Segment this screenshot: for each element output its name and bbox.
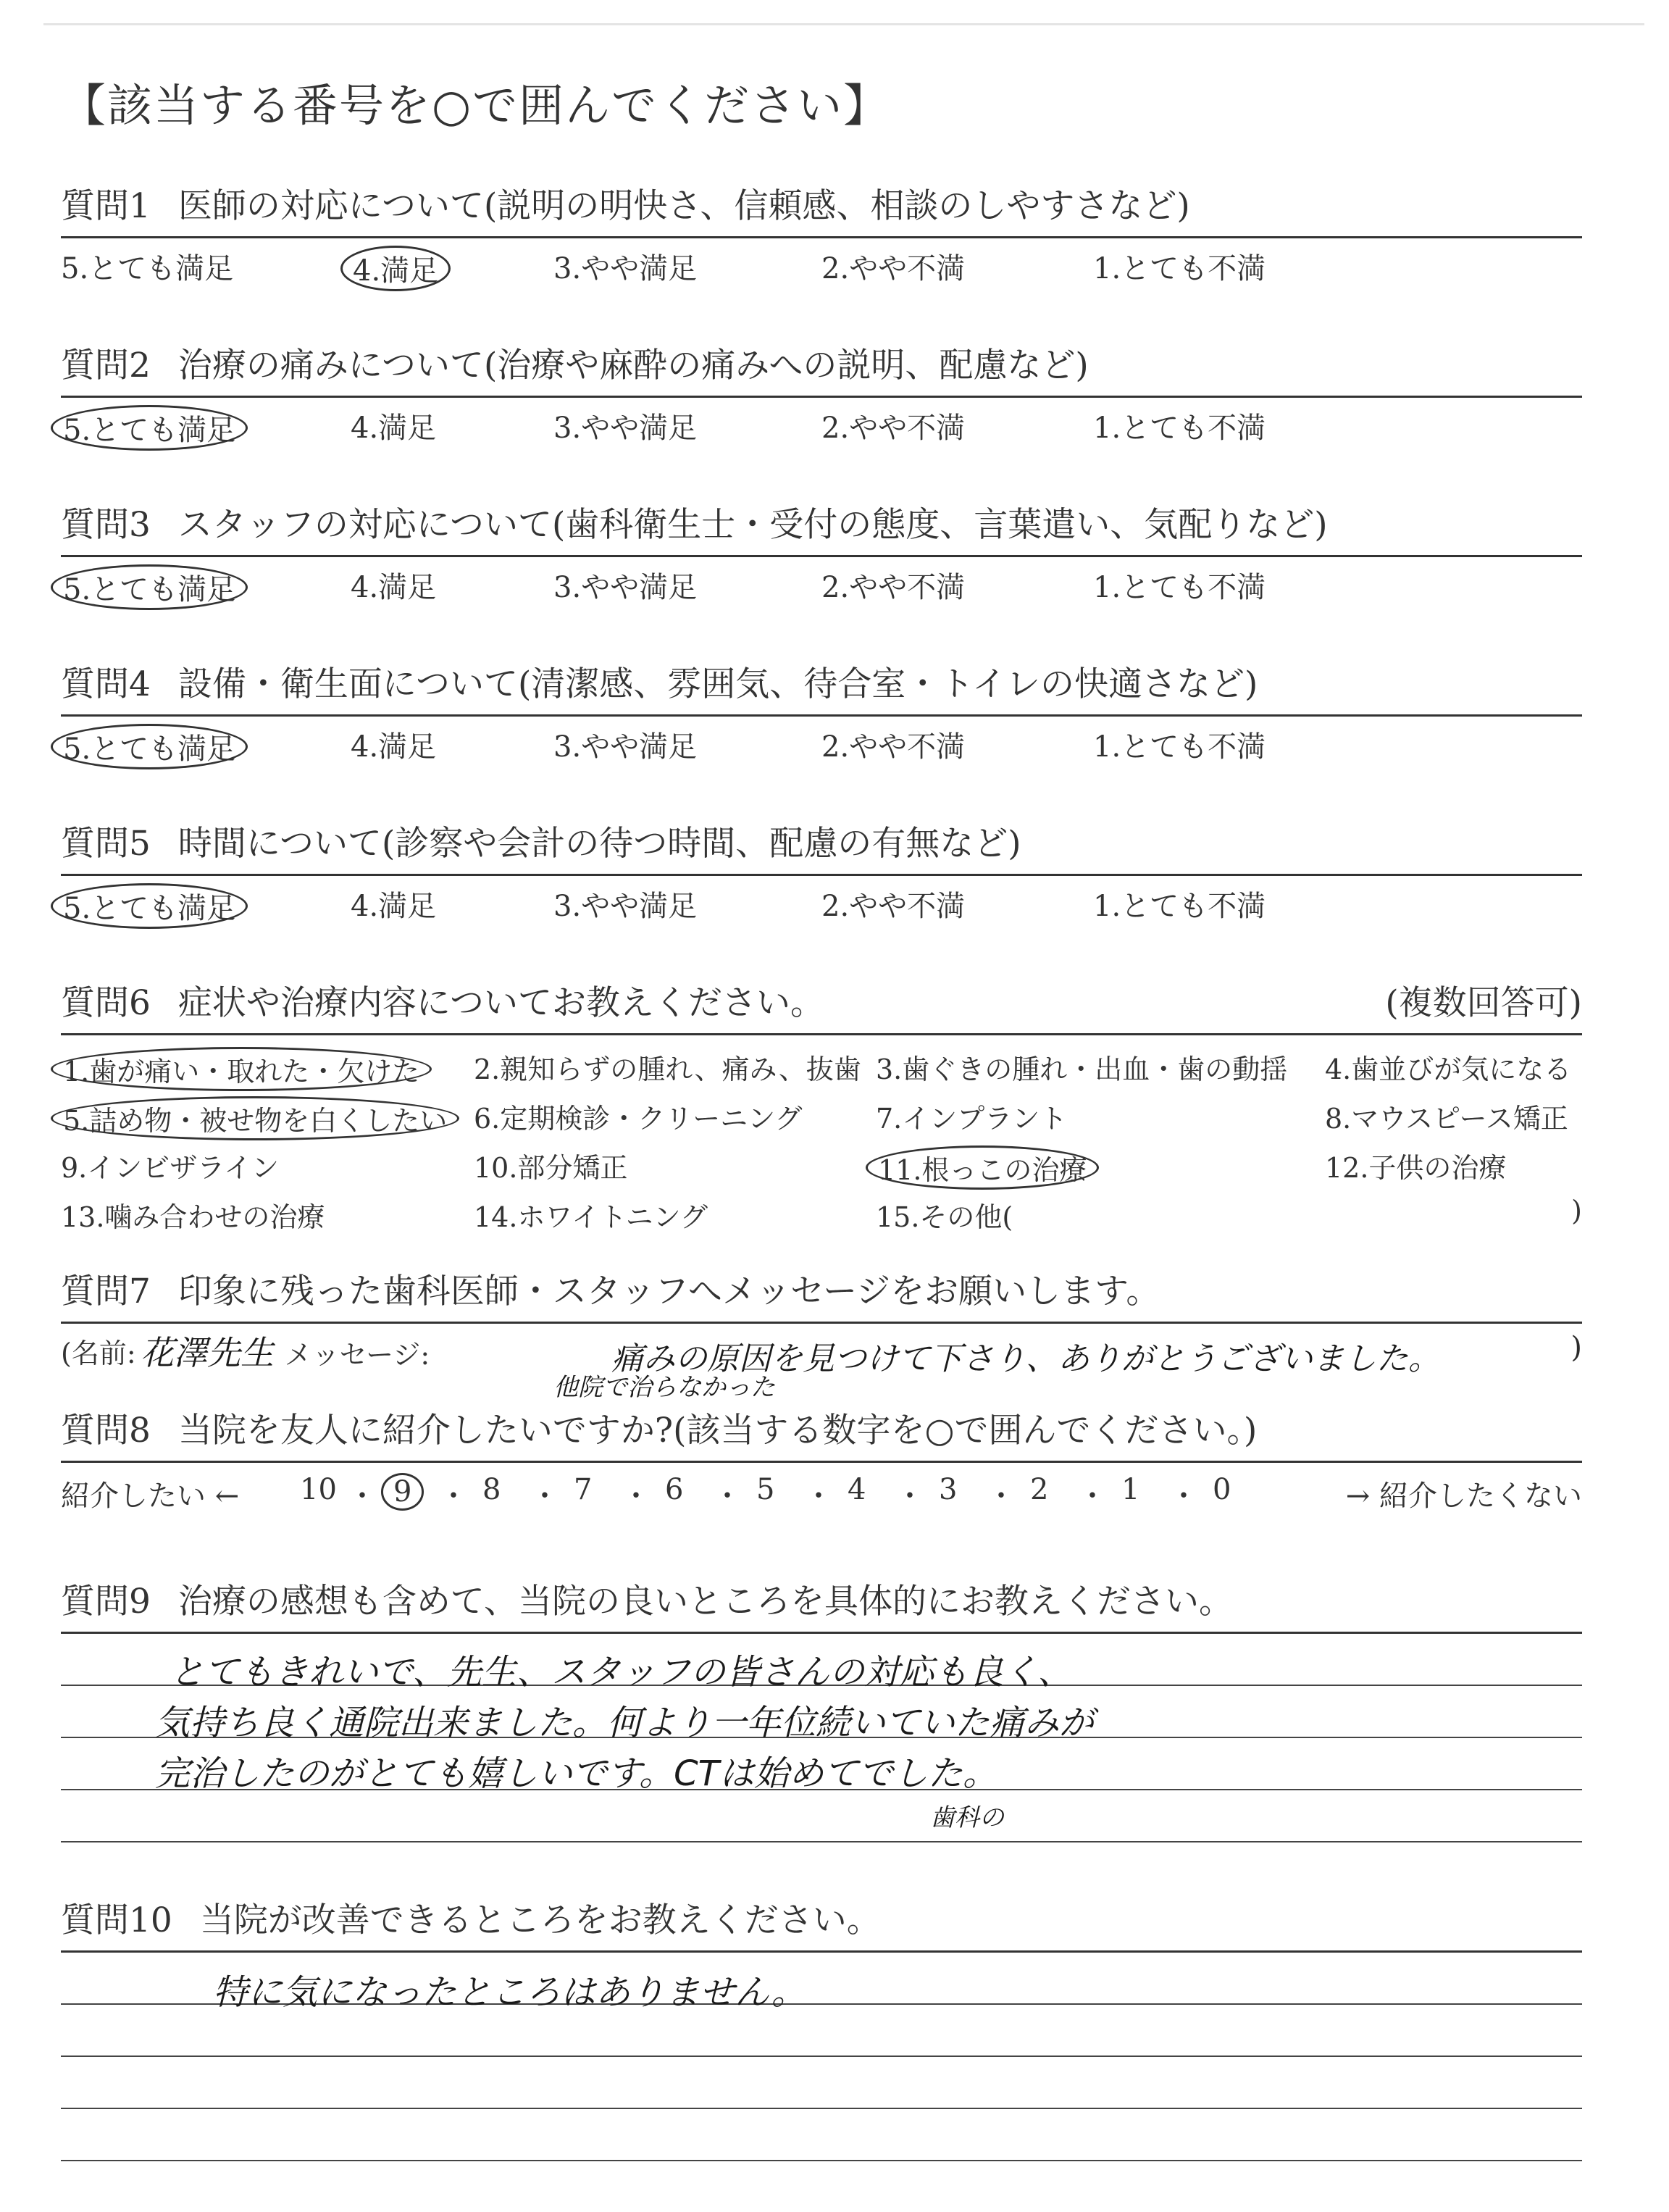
scale-separator: ・	[622, 1479, 651, 1513]
question-text: 設備・衛生面について(清潔感、雰囲気、待合室・トイレの快適さなど)	[177, 664, 1258, 704]
multiple-answer-note: (複数回答可)	[1385, 983, 1582, 1023]
rating-option[interactable]: 5.とても満足	[51, 564, 248, 610]
symptom-option[interactable]: 6.定期検診・クリーニング	[474, 1103, 803, 1135]
scale-value[interactable]: 5	[756, 1473, 775, 1506]
handwritten-line: 気持ち良く通院出来ました。何より一年位続いていた痛みが	[155, 1703, 1095, 1743]
answer-area-q9[interactable]	[61, 1634, 1582, 1842]
rating-option[interactable]: 4.満足	[351, 412, 437, 445]
question-number: 質問3	[61, 505, 151, 545]
survey-page	[61, 70, 1582, 2212]
question-number: 質問8	[61, 1411, 151, 1451]
handwritten-message[interactable]: 痛みの原因を見つけて下さり、ありがとうございました。	[611, 1340, 1440, 1377]
scale-value[interactable]: 7	[574, 1473, 593, 1506]
message-row	[61, 1324, 1582, 1402]
recommend-scale	[61, 1463, 1582, 1514]
scale-separator: ・	[804, 1479, 833, 1513]
rating-option[interactable]: 5.とても満足	[61, 252, 234, 285]
scale-right-label: → 紹介したくない	[1345, 1479, 1582, 1513]
symptom-option[interactable]: 2.親知らずの腫れ、痛み、抜歯	[474, 1053, 861, 1085]
rating-option[interactable]: 1.とても不満	[1093, 730, 1266, 764]
scale-separator: ・	[895, 1479, 924, 1513]
question-2	[61, 338, 1582, 398]
rating-option[interactable]: 3.やや満足	[553, 890, 698, 923]
scale-value[interactable]: 4	[848, 1473, 866, 1506]
symptom-option[interactable]: 3.歯ぐきの腫れ・出血・歯の動揺	[876, 1053, 1288, 1085]
scale-left-label: 紹介したい ←	[61, 1479, 240, 1513]
scale-separator: ・	[987, 1479, 1016, 1513]
message-label: メッセージ:	[284, 1339, 430, 1371]
question-5	[61, 817, 1582, 876]
symptom-option[interactable]: 5.詰め物・被せ物を白くしたい	[51, 1096, 459, 1140]
rating-option[interactable]: 4.満足	[351, 890, 437, 923]
rating-option[interactable]: 2.やや不満	[821, 252, 966, 285]
handwritten-insert-note: 他院で治らなかった	[553, 1373, 775, 1402]
scale-value[interactable]: 8	[482, 1473, 501, 1506]
handwritten-line: 特に気になったところはありません。	[213, 1972, 806, 2013]
handwritten-insert-note: 歯科の	[930, 1803, 1004, 1832]
rating-questions	[61, 179, 1582, 924]
rating-option[interactable]: 2.やや不満	[821, 890, 966, 923]
question-number: 質問1	[61, 186, 151, 226]
question-number: 質問5	[61, 824, 151, 864]
question-number: 質問10	[61, 1900, 172, 1940]
symptom-option[interactable]: 12.子供の治療	[1325, 1152, 1507, 1184]
handwritten-name[interactable]: 花澤先生 メッセージ:	[141, 1333, 430, 1372]
scale-value[interactable]: 10	[300, 1473, 337, 1506]
symptom-option[interactable]: 8.マウスピース矯正	[1325, 1103, 1568, 1135]
handwritten-line: 完治したのがとても嬉しいです。CTは始めてでした。	[155, 1753, 997, 1794]
question-4	[61, 657, 1582, 717]
rating-option[interactable]: 5.とても満足	[51, 405, 248, 451]
name-label: (名前:	[61, 1337, 136, 1369]
rating-option[interactable]: 1.とても不満	[1093, 412, 1266, 445]
scale-separator: ・	[713, 1479, 742, 1513]
rating-option[interactable]: 1.とても不満	[1093, 252, 1266, 285]
symptom-option[interactable]: 13.噛み合わせの治療	[61, 1201, 325, 1233]
symptom-options	[61, 1035, 1582, 1238]
question-number: 質問9	[61, 1582, 151, 1622]
rating-option[interactable]: 5.とても満足	[51, 724, 248, 769]
scale-separator: ・	[1078, 1479, 1107, 1513]
rating-option[interactable]: 3.やや満足	[553, 252, 698, 285]
scale-value[interactable]: 3	[939, 1473, 958, 1506]
question-text: 時間について(診察や会計の待つ時間、配慮の有無など)	[177, 824, 1021, 864]
rating-option[interactable]: 4.満足	[351, 730, 437, 764]
question-8	[61, 1403, 1582, 1463]
other-close-paren: )	[1571, 1195, 1582, 1227]
rating-option[interactable]: 4.満足	[340, 246, 451, 291]
question-number: 質問2	[61, 346, 151, 385]
scale-separator: ・	[348, 1479, 377, 1513]
page-title: 【該当する番号を○で囲んでください】	[61, 79, 890, 132]
question-text: 印象に残った歯科医師・スタッフへメッセージをお願いします。	[177, 1272, 1160, 1311]
rating-options	[61, 557, 1582, 605]
rating-option[interactable]: 3.やや満足	[553, 730, 698, 764]
scale-separator: ・	[530, 1479, 559, 1513]
question-number: 質問6	[61, 983, 151, 1023]
rating-option[interactable]: 2.やや不満	[821, 571, 966, 604]
symptom-option[interactable]: 11.根っこの治療	[866, 1145, 1099, 1190]
scale-value[interactable]: 1	[1121, 1473, 1140, 1506]
scale-value[interactable]: 6	[665, 1473, 684, 1506]
rating-option[interactable]: 1.とても不満	[1093, 571, 1266, 604]
question-6	[61, 976, 1582, 1035]
rating-options	[61, 717, 1582, 764]
answer-area-q10[interactable]	[61, 1953, 1582, 2161]
question-text: 医師の対応について(説明の明快さ、信頼感、相談のしやすさなど)	[177, 186, 1190, 226]
rating-option[interactable]: 3.やや満足	[553, 412, 698, 445]
rating-options	[61, 398, 1582, 446]
question-text: 当院を友人に紹介したいですか?(該当する数字を○で囲んでください。)	[177, 1411, 1258, 1451]
rating-option[interactable]: 1.とても不満	[1093, 890, 1266, 923]
question-text: 治療の痛みについて(治療や麻酔の痛みへの説明、配慮など)	[177, 346, 1089, 385]
question-9	[61, 1574, 1582, 1634]
scale-value[interactable]: 9	[381, 1473, 424, 1511]
rating-options	[61, 238, 1582, 286]
scale-value[interactable]: 2	[1030, 1473, 1049, 1506]
close-paren: )	[1570, 1331, 1582, 1364]
question-text: 治療の感想も含めて、当院の良いところを具体的にお教えください。	[177, 1582, 1233, 1622]
handwritten-line: とてもきれいで、先生、スタッフの皆さんの対応も良く、	[170, 1652, 1073, 1693]
rating-options	[61, 876, 1582, 924]
scale-separator: ・	[1169, 1479, 1198, 1513]
rating-option[interactable]: 5.とても満足	[51, 883, 248, 929]
rating-option[interactable]: 2.やや不満	[821, 412, 966, 445]
question-text: 当院が改善できるところをお教えください。	[199, 1900, 881, 1940]
question-10	[61, 1893, 1582, 1953]
scale-separator: ・	[439, 1479, 468, 1513]
rating-option[interactable]: 4.満足	[351, 571, 437, 604]
symptom-option[interactable]: 15.その他(	[876, 1201, 1013, 1233]
page-top-edge	[43, 23, 1644, 25]
scale-value[interactable]: 0	[1213, 1473, 1231, 1506]
question-number: 質問4	[61, 664, 151, 704]
question-text: 症状や治療内容についてお教えください。	[177, 983, 824, 1023]
symptom-option[interactable]: 10.部分矯正	[474, 1152, 628, 1184]
question-1	[61, 179, 1582, 238]
rating-option[interactable]: 2.やや不満	[821, 730, 966, 764]
symptom-option[interactable]: 1.歯が痛い・取れた・欠けた	[51, 1047, 432, 1091]
question-text: スタッフの対応について(歯科衛生士・受付の態度、言葉遣い、気配りなど)	[177, 505, 1328, 545]
symptom-option[interactable]: 4.歯並びが気になる	[1325, 1053, 1572, 1085]
symptom-option[interactable]: 7.インプラント	[876, 1103, 1068, 1135]
rating-option[interactable]: 3.やや満足	[553, 571, 698, 604]
question-3	[61, 498, 1582, 557]
symptom-option[interactable]: 14.ホワイトニング	[474, 1201, 708, 1233]
question-7	[61, 1264, 1582, 1324]
symptom-option[interactable]: 9.インビザライン	[61, 1152, 280, 1184]
question-number: 質問7	[61, 1272, 151, 1311]
